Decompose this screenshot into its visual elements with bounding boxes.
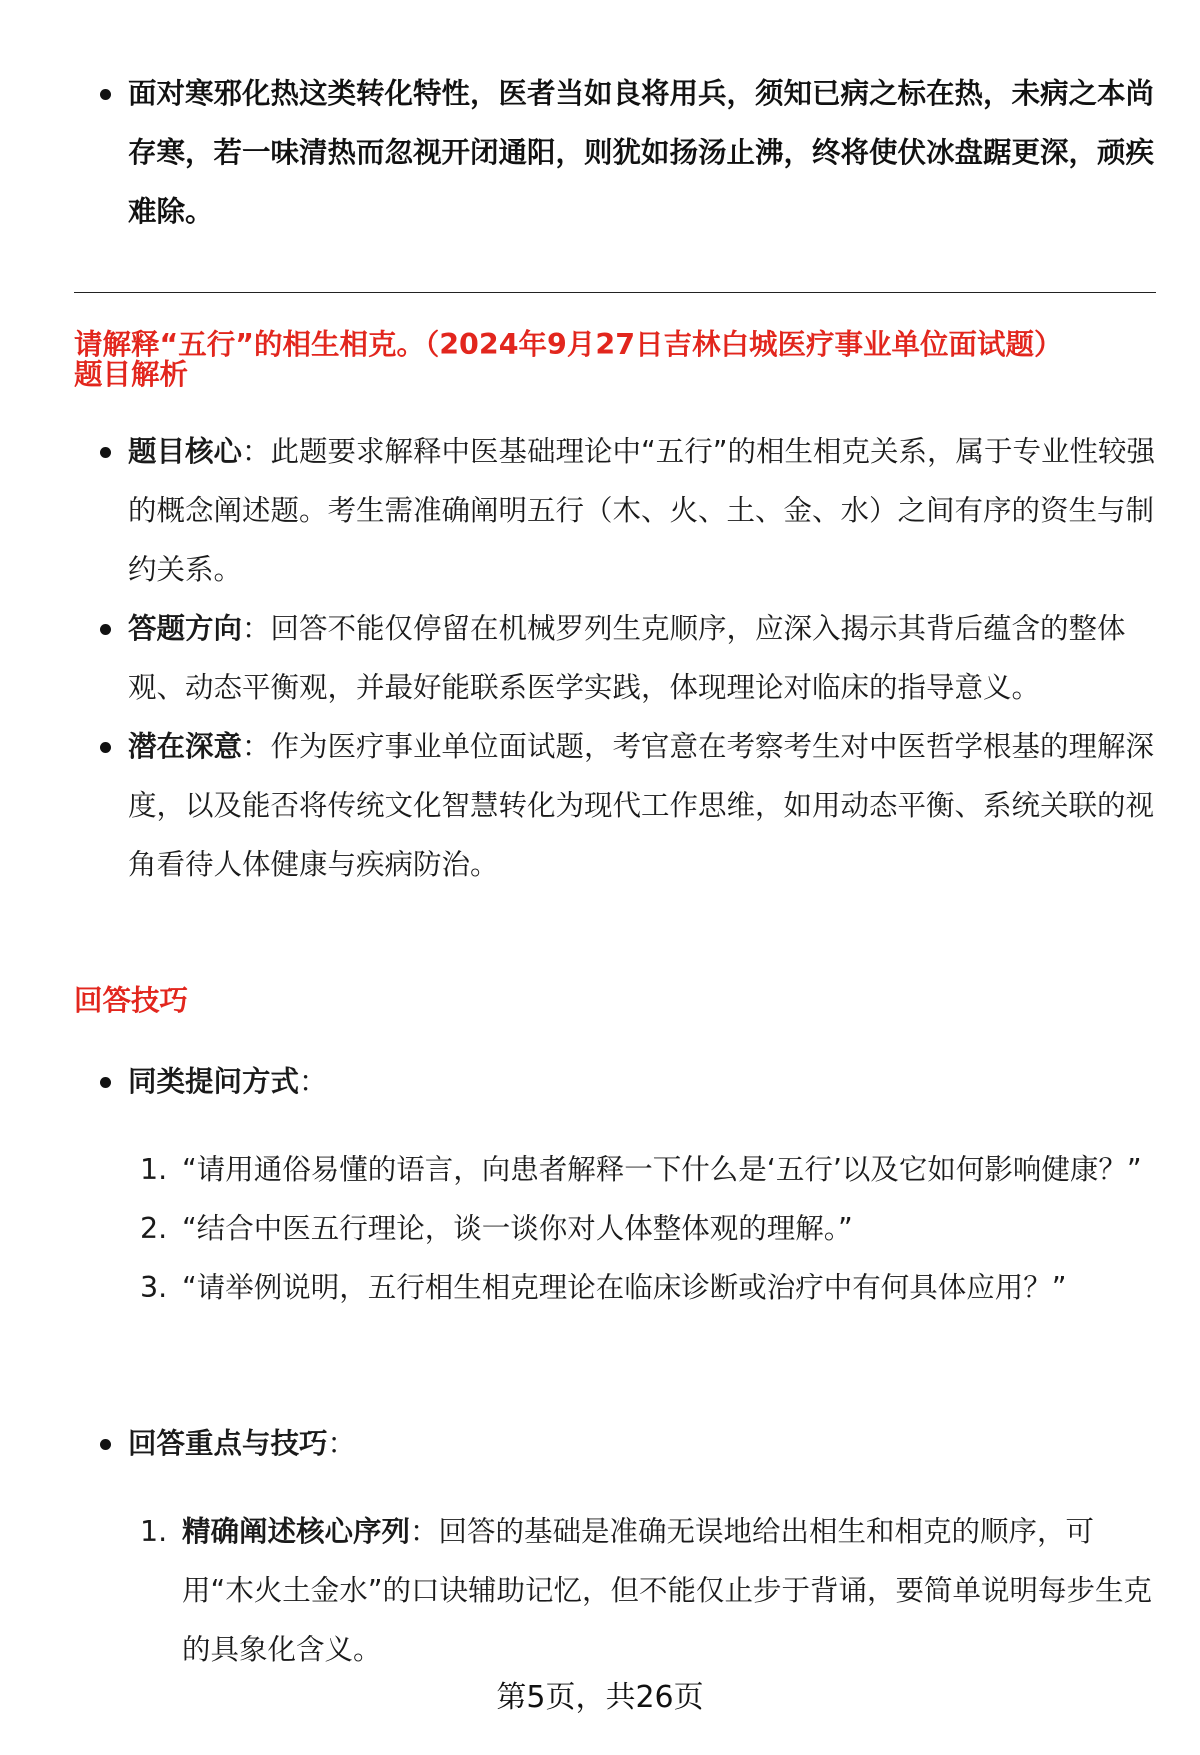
- key-points: [74, 1414, 1156, 1473]
- list-number: 1.: [140, 1153, 168, 1186]
- analysis-item-text: ：此题要求解释中医基础理论中“五行”的相生相克关系，属于专业性较强的概念阐述题。考生需准确阐明五行（木、火、土、金、水）之间有序的资生与制约关系。: [128, 435, 1156, 586]
- key-point-item: [74, 1502, 1156, 1679]
- top-bullet: [74, 64, 1154, 241]
- similar-question-text: “结合中医五行理论，谈一谈你对人体整体观的理解。”: [182, 1212, 853, 1245]
- similar-question-item: [74, 1140, 1156, 1199]
- similar-questions: [74, 1052, 1156, 1111]
- analysis-item: [74, 422, 1156, 599]
- key-points-colon: ：: [327, 1427, 357, 1460]
- similar-question-text: “请举例说明，五行相生相克理论在临床诊断或治疗中有何具体应用？”: [182, 1271, 1067, 1304]
- list-number: 1.: [140, 1515, 168, 1548]
- similar-questions-list: [74, 1140, 1156, 1317]
- analysis-item: [74, 717, 1156, 894]
- list-number: 3.: [140, 1271, 168, 1304]
- bullet-dot: [100, 1077, 111, 1088]
- list-number: 2.: [140, 1212, 168, 1245]
- similar-questions-bullet: [74, 1052, 1156, 1111]
- question-title: 请解释“五行”的相生相克。（2024年9月27日吉林白城医疗事业单位面试题）: [74, 328, 1063, 361]
- key-point-text: ：回答的基础是准确无误地给出相生和相克的顺序，可用“木火土金水”的口诀辅助记忆，但不能仅止步于背诵，要简单说明每步生克的具象化含义。: [182, 1515, 1153, 1666]
- similar-questions-label: 同类提问方式: [128, 1065, 300, 1098]
- analysis-item-text: ：作为医疗事业单位面试题，考官意在考察考生对中医哲学根基的理解深度，以及能否将传统文化智慧转化为现代工作思维，如用动态平衡、系统关联的视角看待人体健康与疾病防治。: [128, 730, 1155, 881]
- page-number: 第5页，共26页: [496, 1680, 704, 1715]
- similar-question-item: [74, 1199, 1156, 1258]
- bullet-dot: [100, 1439, 111, 1450]
- bullet-dot: [100, 624, 111, 635]
- top-bullet-text: 面对寒邪化热这类转化特性，医者当如良将用兵，须知已病之标在热，未病之本尚存寒，若一味清热而忽视开闭通阳，则犹如扬汤止沸，终将使伏冰盘踞更深，顽疾难除。: [128, 77, 1155, 228]
- similar-questions-colon: ：: [299, 1065, 328, 1098]
- analysis-item-text: ：回答不能仅停留在机械罗列生克顺序，应深入揭示其背后蕴含的整体观、动态平衡观，并最好能联系医学实践，体现理论对临床的指导意义。: [128, 612, 1126, 704]
- bullet-dot: [100, 742, 111, 753]
- key-points-label: 回答重点与技巧: [128, 1427, 328, 1460]
- bullet-dot: [100, 447, 111, 458]
- similar-question-item: [74, 1258, 1156, 1317]
- analysis-item-label: 题目核心: [128, 435, 243, 468]
- analysis-item-label: 潜在深意: [128, 730, 243, 763]
- analysis-item-label: 答题方向: [128, 612, 243, 645]
- techniques-heading: 回答技巧: [74, 984, 189, 1017]
- similar-question-text: “请用通俗易懂的语言，向患者解释一下什么是‘五行’以及它如何影响健康？”: [182, 1153, 1142, 1186]
- analysis-list: [74, 422, 1156, 894]
- analysis-heading: 题目解析: [74, 358, 189, 391]
- key-points-list: [74, 1502, 1156, 1679]
- key-points-bullet: [74, 1414, 1156, 1473]
- bullet-dot: [100, 89, 111, 100]
- key-point-label: 精确阐述核心序列: [182, 1515, 411, 1548]
- section-divider: [74, 292, 1156, 293]
- analysis-item: [74, 599, 1156, 717]
